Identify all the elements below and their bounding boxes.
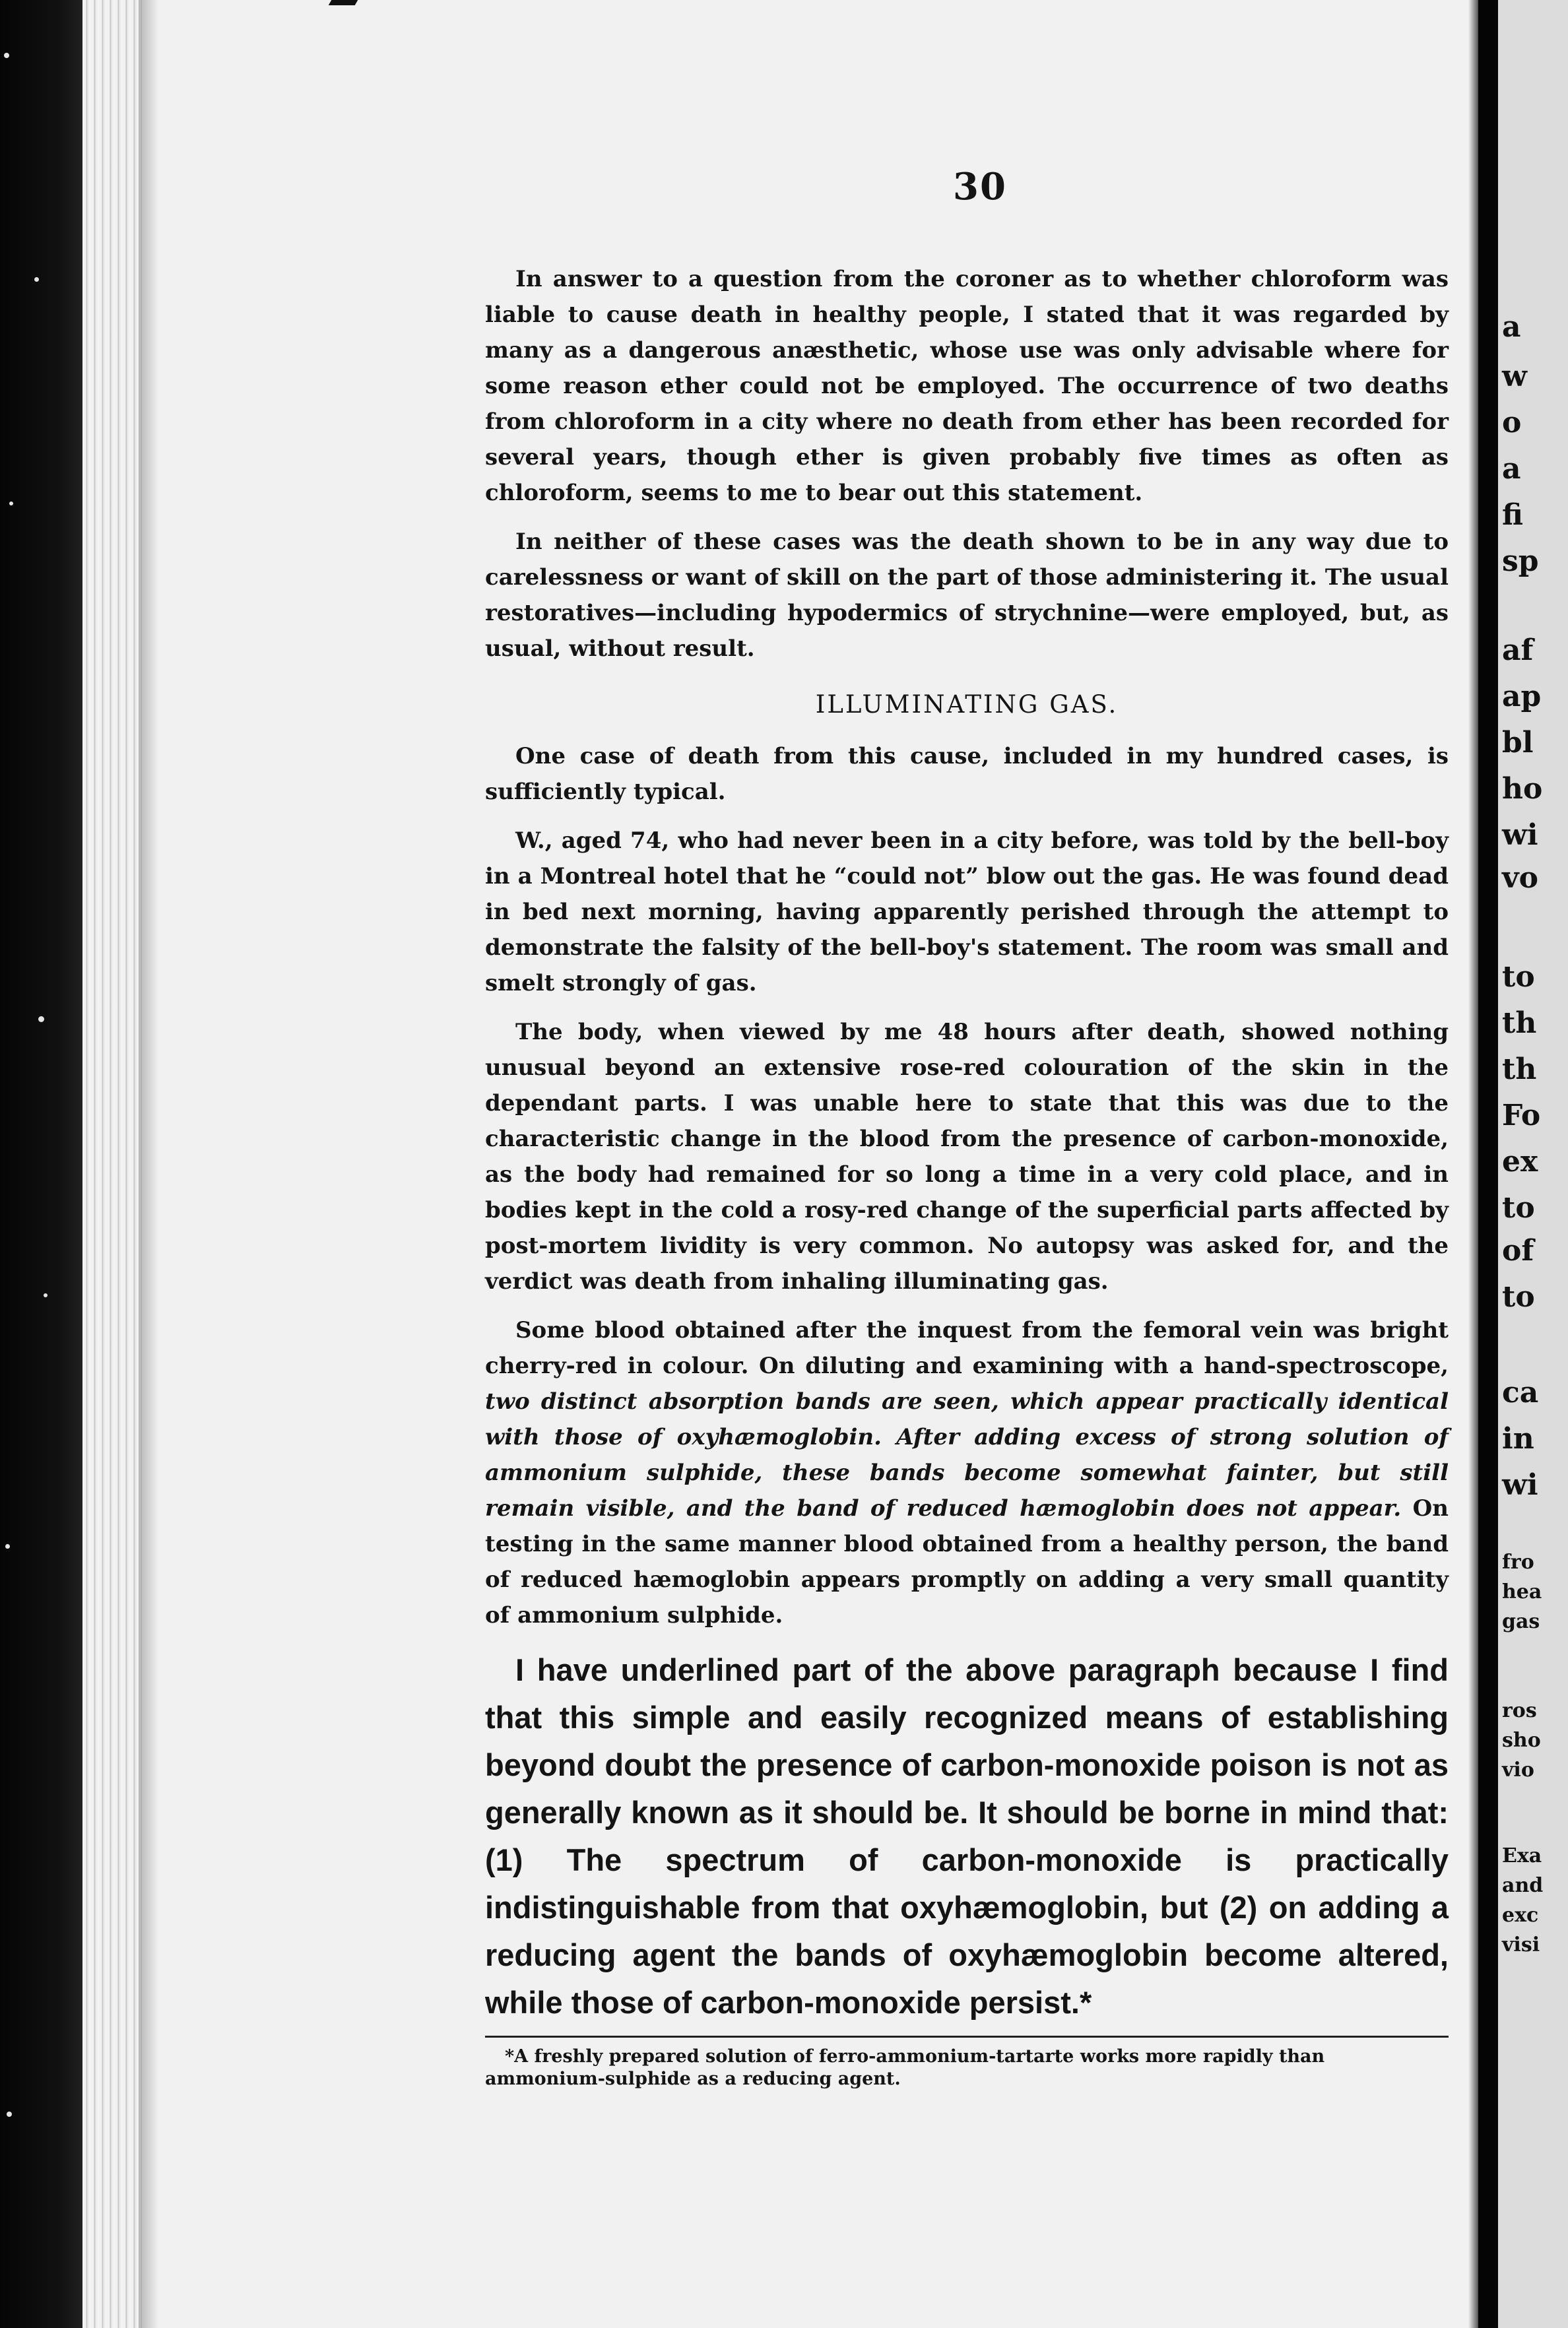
fragment: to bbox=[1502, 960, 1535, 994]
fragment: sp bbox=[1502, 544, 1539, 578]
fragment: vo bbox=[1502, 861, 1538, 895]
edge-speck bbox=[9, 501, 13, 505]
paragraph-underlined-note: I have underlined part of the above paragraph because I find that this simple and easily recognized means of establishing beyond doubt the presence of carbon-monoxide poison is not as generally known as it should be. It should be borne in mind that: (1) The spectrum of carbon-monoxide is practically indistinguishable from that oxyhæmoglobin, but (2) on adding a reducing agent the bands of oxyhæmoglobin become altered, while those of carbon-monoxide persist.* bbox=[485, 1652, 1449, 2020]
footnote: *A freshly prepared solution of ferro-ammonium-tartarte works more rapidly than ammonium-sulphide as a reducing agent. bbox=[485, 2046, 1325, 2089]
footnote-divider bbox=[485, 2036, 1449, 2038]
fragment: Fo bbox=[1502, 1099, 1541, 1132]
fragment: hea bbox=[1502, 1580, 1542, 1603]
fragment: th bbox=[1502, 1006, 1537, 1040]
fragment: o bbox=[1502, 406, 1522, 439]
edge-speck bbox=[5, 1544, 10, 1549]
fragment: to bbox=[1502, 1280, 1535, 1314]
fragment: Exa bbox=[1502, 1844, 1542, 1867]
paragraph-body-observation: The body, when viewed by me 48 hours after death, showed nothing unusual beyond an extensive rose-red colouration of the skin in the dependant parts. I was unable here to state that this was due to the characteristic change in the blood from the presence of carbon-monoxide, as the body had remained for so long a time in a very cold place, and in bodies kept in the cold a rosy-red change of the superficial parts affected by post-mortem lividity is very common. No autopsy was asked for, and the verdict was death from inhaling illuminating gas. bbox=[485, 1019, 1449, 1295]
fragment: wi bbox=[1502, 818, 1538, 852]
blood-test-tail: On testing in the same manner blood obtained from a healthy person, the band of reduced hæmoglobin appears promptly on adding a very small quantity of ammonium sulphide. bbox=[485, 1495, 1449, 1629]
fragment: ex bbox=[1502, 1145, 1538, 1179]
fragment: w bbox=[1502, 360, 1527, 393]
fragment: ca bbox=[1502, 1376, 1539, 1409]
adjacent-page-sliver bbox=[1498, 0, 1568, 2328]
page-number: 30 bbox=[953, 165, 1007, 209]
fragment: fro bbox=[1502, 1551, 1534, 1574]
fragment: a bbox=[1502, 452, 1521, 486]
fragment: exc bbox=[1502, 1904, 1539, 1927]
fragment: a bbox=[1502, 310, 1521, 344]
fragment: to bbox=[1502, 1191, 1535, 1225]
section-heading: ILLUMINATING GAS. bbox=[815, 690, 1119, 719]
fragment: af bbox=[1502, 633, 1534, 667]
fragment: bl bbox=[1502, 726, 1534, 760]
fragment: ho bbox=[1502, 772, 1543, 806]
page-content bbox=[485, 165, 1449, 2090]
fragment: wi bbox=[1502, 1468, 1538, 1502]
book-page-edges bbox=[82, 0, 145, 2328]
fragment: in bbox=[1502, 1422, 1534, 1456]
edge-speck bbox=[4, 53, 9, 58]
fragment: sho bbox=[1502, 1729, 1541, 1752]
fragment: gas bbox=[1502, 1610, 1540, 1633]
fragment: and bbox=[1502, 1874, 1544, 1897]
fragment: ros bbox=[1502, 1699, 1537, 1722]
edge-speck bbox=[7, 2112, 12, 2117]
corner-artifact bbox=[329, 0, 358, 5]
edge-speck bbox=[44, 1293, 48, 1297]
paragraph-gas-intro: One case of death from this cause, included in my hundred cases, is sufficiently typical. bbox=[485, 743, 1449, 805]
fragment: ap bbox=[1502, 680, 1542, 713]
edge-speck bbox=[38, 1016, 44, 1022]
book-gutter bbox=[1478, 0, 1499, 2328]
paragraph-chloroform: In answer to a question from the coroner as to whether chloroform was liable to cause death in healthy people, I stated that it was regarded by many as a dangerous anæsthetic, whose use was only advisable where for some reason ether could not be employed. The occurrence of two deaths from chloroform in a city where no death from ether has been recorded for several years, though ether is given probably five times as often as chloroform, seems to me to bear out this statement. bbox=[485, 266, 1449, 506]
fragment: visi bbox=[1502, 1933, 1540, 1956]
fragment: fi bbox=[1502, 498, 1523, 532]
fragment: th bbox=[1502, 1052, 1537, 1086]
paragraph-case: W., aged 74, who had never been in a city before, was told by the bell-boy in a Montreal hotel that he “could not” blow out the gas. He was found dead in bed next morning, having apparently perished through the attempt to demonstrate the falsity of the bell-boy's statement. The room was small and smelt strongly of gas. bbox=[485, 827, 1449, 996]
fragment: vio bbox=[1502, 1759, 1534, 1782]
paragraph-restoratives: In neither of these cases was the death shown to be in any way due to carelessness or want of skill on the part of those administering it. The usual restoratives—including hypodermics of strychnine—were employed, but, as usual, without result. bbox=[485, 529, 1449, 662]
paragraph-blood-test bbox=[485, 1312, 1449, 1633]
blood-test-lead: Some blood obtained after the inquest from the femoral vein was bright cherry-red in colour. On diluting and examining with a hand-spectroscope, bbox=[485, 1317, 1449, 1379]
page-edge-shadow bbox=[139, 0, 158, 2328]
blood-test-italic: two distinct absorption bands are seen, which appear practically identical with those of oxyhæmoglobin. After adding excess of strong solution of ammonium sulphide, these bands become somewhat fainter, but still remain visible, and the band of reduced hæmoglobin does not appear. bbox=[485, 1388, 1449, 1522]
edge-speck bbox=[34, 277, 39, 282]
fragment: of bbox=[1502, 1234, 1534, 1268]
